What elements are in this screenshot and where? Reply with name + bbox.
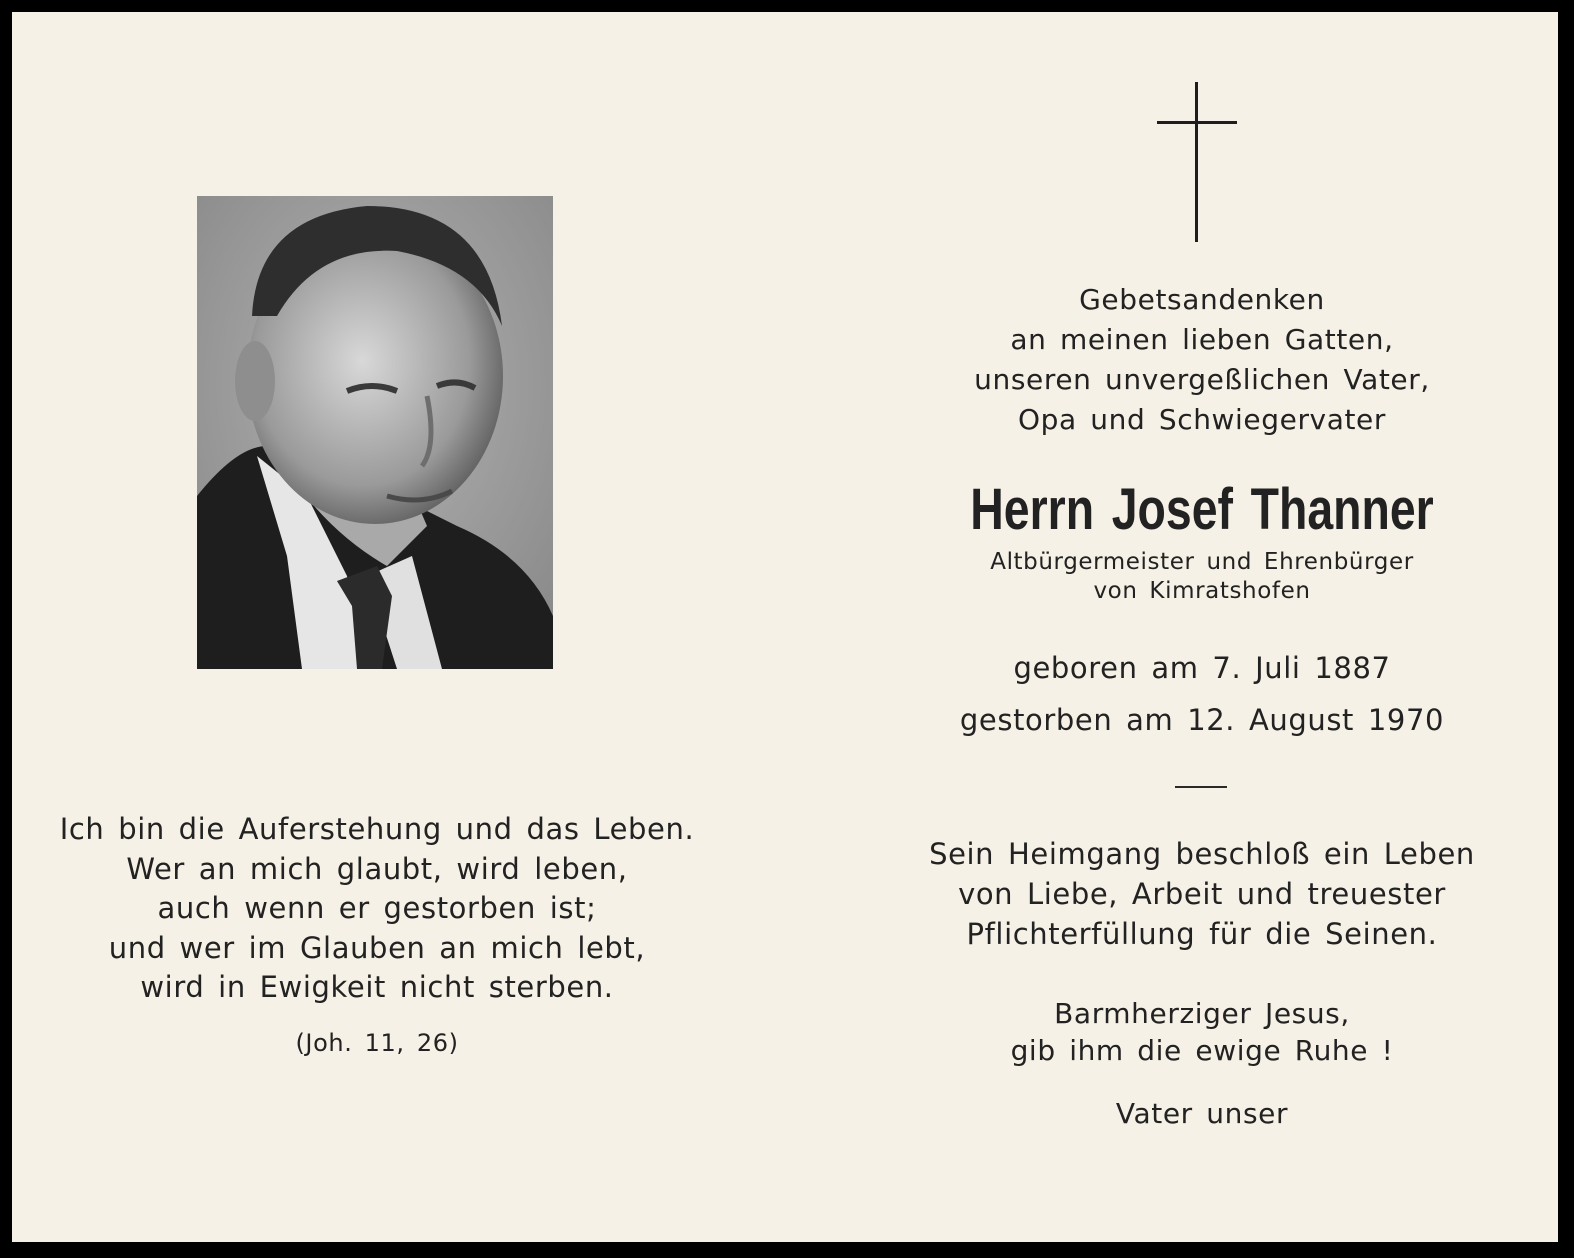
deceased-name: Herrn Josef Thanner xyxy=(970,477,1434,542)
verse-line: Ich bin die Auferstehung und das Leben. xyxy=(59,812,695,846)
verse-line: auch wenn er gestorben ist; xyxy=(157,891,597,925)
farewell-line: von Liebe, Arbeit und treuester xyxy=(958,877,1446,911)
verse-reference: (Joh. 11, 26) xyxy=(295,1029,459,1057)
separator-line xyxy=(1175,786,1227,788)
portrait-image xyxy=(197,196,553,669)
memorial-card xyxy=(12,12,1558,1242)
verse-line: Wer an mich glaubt, wird leben, xyxy=(126,851,628,886)
farewell-line: Pflichterfüllung für die Seinen. xyxy=(966,917,1438,951)
prayer-line: Barmherziger Jesus, xyxy=(1054,997,1350,1030)
scripture-verse xyxy=(12,810,742,1008)
farewell-text xyxy=(832,834,1572,954)
farewell-line: Sein Heimgang beschloß ein Leben xyxy=(929,837,1475,871)
title-line: Altbürgermeister und Ehrenbürger xyxy=(990,549,1414,575)
honorary-titles xyxy=(832,548,1572,606)
verse-line: und wer im Glauben an mich lebt, xyxy=(108,930,646,965)
cross-icon xyxy=(1157,82,1237,242)
title-line: von Kimratshofen xyxy=(1093,578,1311,604)
intro-line: Opa und Schwiegervater xyxy=(1017,403,1386,436)
prayer-line: gib ihm die ewige Ruhe ! xyxy=(1010,1034,1394,1067)
portrait-photo xyxy=(197,196,553,669)
closing-prayer: Vater unser xyxy=(1115,1097,1289,1130)
intro-line: Gebetsandenken xyxy=(1079,283,1325,316)
birth-date: geboren am 7. Juli 1887 xyxy=(1013,651,1391,685)
memorial-intro xyxy=(832,280,1572,440)
intro-line: an meinen lieben Gatten, xyxy=(1010,323,1394,356)
intro-line: unseren unvergeßlichen Vater, xyxy=(974,363,1430,396)
verse-line: wird in Ewigkeit nicht sterben. xyxy=(140,970,614,1004)
death-date: gestorben am 12. August 1970 xyxy=(959,703,1445,737)
prayer-text xyxy=(832,995,1572,1069)
